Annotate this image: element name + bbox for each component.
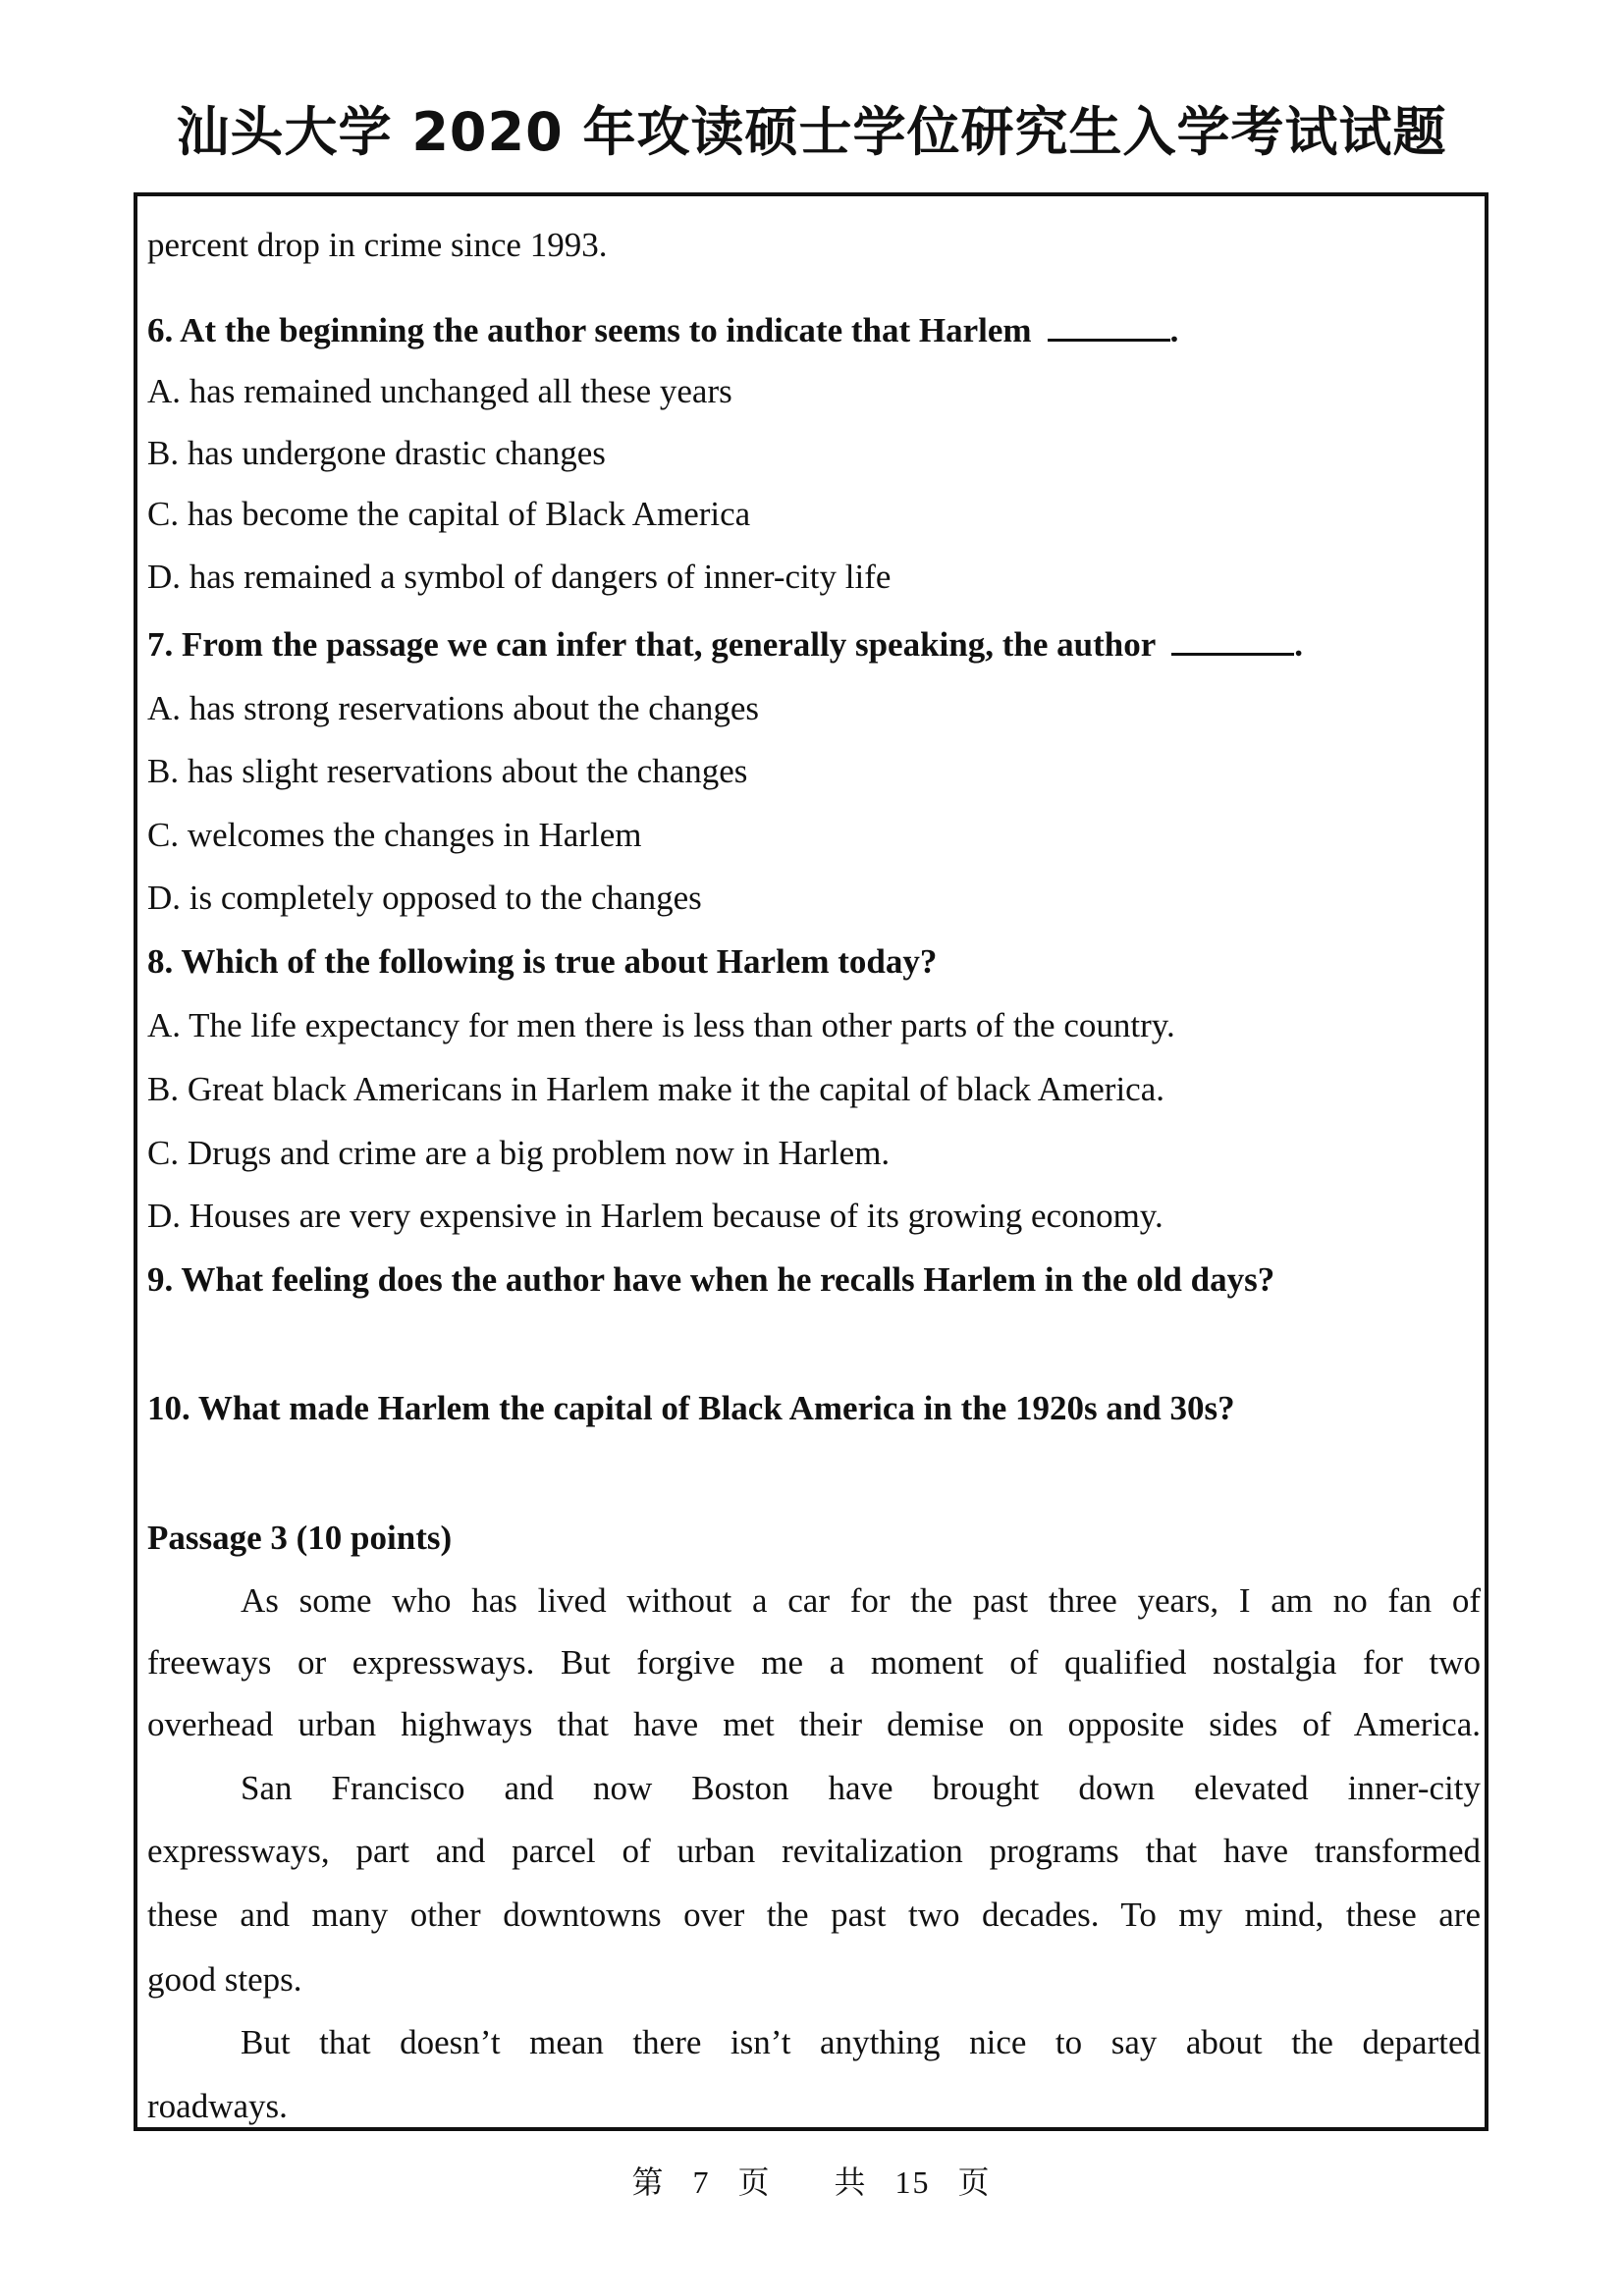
passage-3-line: San Francisco and now Boston have brought down elevated inner-city [241, 1769, 1481, 1807]
question-6: 6. At the beginning the author seems to indicate that Harlem . [147, 311, 1179, 349]
passage-3-line: As some who has lived without a car for the past three years, I am no fan of [241, 1581, 1481, 1620]
passage-3-line: But that doesn’t mean there isn’t anything nice to say about the departed [241, 2023, 1481, 2061]
passage-3-line: expressways, part and parcel of urban revitalization programs that have transformed [147, 1832, 1481, 1870]
exam-title: 汕头大学 2020 年攻读硕士学位研究生入学考试试题 [176, 101, 1447, 163]
question-8-option-d: D. Houses are very expensive in Harlem because of its growing economy. [147, 1197, 1163, 1235]
page-number: 7 [692, 2164, 711, 2200]
question-6-option-d: D. has remained a symbol of dangers of inner-city life [147, 558, 892, 596]
question-8-stem: 8. Which of the following is true about Harlem today? [147, 942, 938, 981]
question-7-stem: 7. From the passage we can infer that, generally speaking, the author [147, 625, 1157, 664]
question-9-stem: 9. What feeling does the author have when he recalls Harlem in the old days? [147, 1260, 1275, 1299]
question-6-option-a: A. has remained unchanged all these years [147, 372, 732, 410]
continuation-text: percent drop in crime since 1993. [147, 226, 608, 264]
question-7-option-d: D. is completely opposed to the changes [147, 879, 702, 917]
passage-3-heading: Passage 3 (10 points) [147, 1519, 453, 1557]
passage-3-line: overhead urban highways that have met their demise on opposite sides of America. [147, 1705, 1481, 1743]
question-7-option-c: C. welcomes the changes in Harlem [147, 816, 642, 854]
question-7: 7. From the passage we can infer that, generally speaking, the author . [147, 625, 1304, 664]
page-footer [0, 2158, 1623, 2203]
question-6-stem: 6. At the beginning the author seems to indicate that Harlem [147, 311, 1032, 349]
question-7-option-a: A. has strong reservations about the changes [147, 689, 760, 727]
answer-blank [1171, 633, 1294, 656]
question-8-option-a: A. The life expectancy for men there is less than other parts of the country. [147, 1006, 1175, 1044]
total-unit: 页 [957, 2164, 992, 2200]
passage-3-line: roadways. [147, 2087, 288, 2125]
question-6-option-c: C. has become the capital of Black America [147, 495, 751, 533]
question-8-option-c: C. Drugs and crime are a big problem now in Harlem. [147, 1134, 891, 1172]
passage-3-line: these and many other downtowns over the past two decades. To my mind, these are [147, 1896, 1481, 1934]
question-8-option-b: B. Great black Americans in Harlem make it the capital of black America. [147, 1070, 1164, 1108]
question-6-option-b: B. has undergone drastic changes [147, 434, 606, 472]
page-unit: 页 [737, 2164, 772, 2200]
question-7-option-b: B. has slight reservations about the changes [147, 752, 748, 790]
answer-blank [1048, 319, 1170, 342]
page-label: 第 [631, 2164, 666, 2200]
question-10-stem: 10. What made Harlem the capital of Black America in the 1920s and 30s? [147, 1389, 1235, 1427]
total-pages: 15 [894, 2164, 931, 2200]
passage-3-line: good steps. [147, 1960, 302, 1999]
total-label: 共 [834, 2164, 868, 2200]
passage-3-line: freeways or expressways. But forgive me a moment of qualified nostalgia for two [147, 1643, 1481, 1682]
